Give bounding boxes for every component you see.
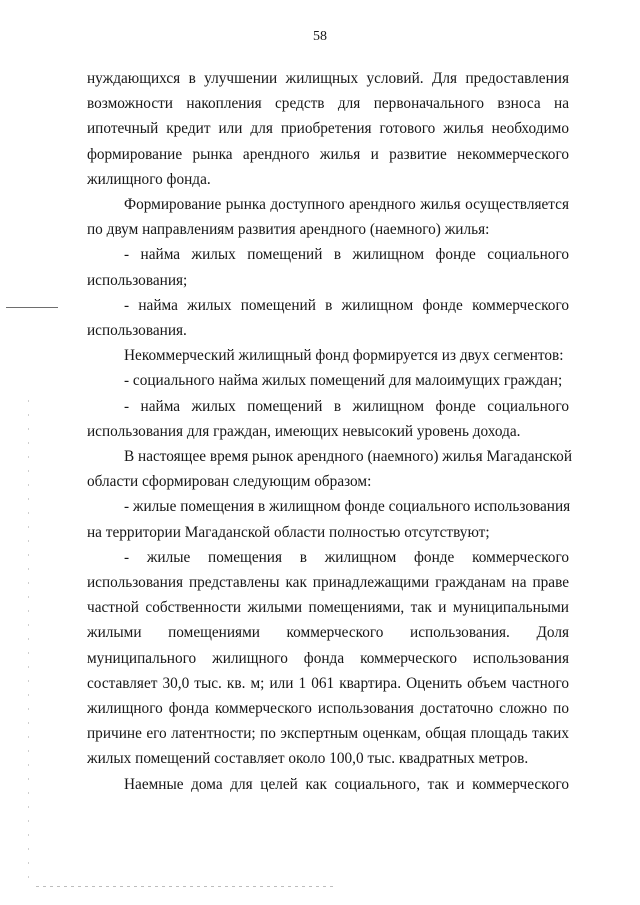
text-line: формирование рынка арендного жилья и развитие некоммерческого (87, 145, 569, 163)
text-line: причине его латентности; по экспертным оценкам, общая площадь таких (87, 725, 569, 743)
text-line: возможности накопления средств для первоначального взноса на (87, 95, 569, 113)
text-line: Формирование рынка доступного арендного жилья осуществляется (124, 196, 569, 214)
text-line: - жилые помещения в жилищном фонде коммерческого (124, 548, 569, 566)
margin-scan-artifact (28, 400, 29, 880)
text-line: Некоммерческий жилищный фонд формируется из двух сегментов: (124, 347, 564, 365)
text-line: использования для граждан, имеющих невысокий уровень дохода. (87, 422, 521, 440)
text-line: - жилые помещения в жилищном фонде социального использования (124, 498, 571, 516)
text-line: - социального найма жилых помещений для малоимущих граждан; (124, 372, 563, 390)
text-line: области сформирован следующим образом: (87, 473, 372, 491)
text-line: использования; (87, 271, 188, 289)
text-line: жилищного фонда коммерческого использования достаточно сложно по (87, 700, 569, 718)
text-line: жилых помещений составляет около 100,0 тыс. квадратных метров. (87, 750, 529, 768)
text-line: ипотечный кредит или для приобретения готового жилья необходимо (87, 120, 569, 138)
text-line: муниципального жилищного фонда коммерческого использования (87, 649, 569, 667)
margin-mark (6, 307, 58, 308)
text-line: использования. (87, 322, 187, 340)
text-line: Наемные дома для целей как социального, так и коммерческого (124, 775, 569, 793)
text-line: составляет 30,0 тыс. кв. м; или 1 061 квартира. Оценить объем частного (87, 674, 569, 692)
text-line: жилищного фонда. (87, 170, 211, 188)
text-line: на территории Магаданской области полностью отсутствуют; (87, 523, 490, 541)
bottom-scan-artifact (36, 886, 336, 887)
text-line: жилыми помещениями коммерческого использования. Доля (87, 624, 569, 642)
text-line: - найма жилых помещений в жилищном фонде коммерческого (124, 296, 569, 314)
text-line: В настоящее время рынок арендного (наемного) жилья Магаданской (124, 448, 573, 466)
text-line: частной собственности жилыми помещениями, так и муниципальными (87, 599, 569, 617)
text-line: нуждающихся в улучшении жилищных условий. Для предоставления (87, 70, 569, 87)
text-line: - найма жилых помещений в жилищном фонде социального (124, 397, 569, 415)
body-text (87, 66, 573, 797)
text-line: использования представлены как принадлежащими гражданам на праве (87, 574, 569, 592)
text-line: по двум направлениям развития арендного (наемного) жилья: (87, 221, 490, 239)
text-line: - найма жилых помещений в жилищном фонде социального (124, 246, 569, 264)
page-number: 58 (313, 29, 327, 44)
